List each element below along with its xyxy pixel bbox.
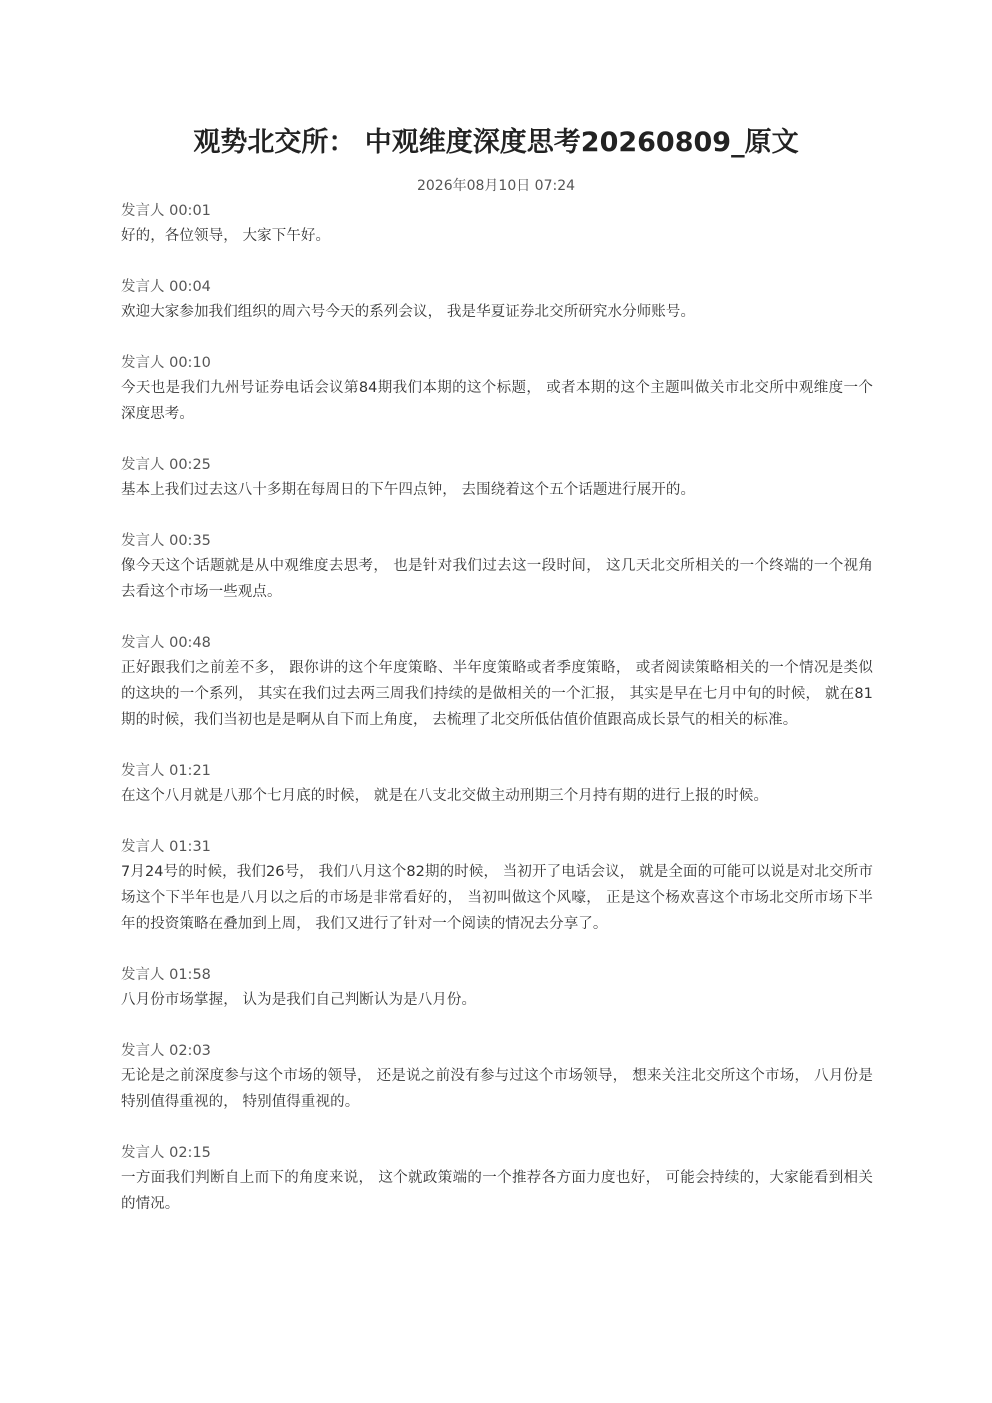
speaker-timestamp: 发言人 02:15 [121, 1145, 211, 1161]
transcript-entry [121, 1039, 873, 1115]
entry-text: 像今天这个话题就是从中观维度去思考， 也是针对我们过去这一段时间， 这几天北交所相关的一个终端的一个视角去看这个市场一些观点。 [121, 558, 873, 600]
transcript-entry [121, 199, 873, 249]
entry-text: 无论是之前深度参与这个市场的领导， 还是说之前没有参与过这个市场领导， 想来关注北交所这个市场， 八月份是特别值得重视的， 特别值得重视的。 [121, 1068, 873, 1110]
speaker-timestamp: 发言人 01:58 [121, 967, 211, 983]
entry-text: 欢迎大家参加我们组织的周六号今天的系列会议， 我是华夏证券北交所研究水分师账号。 [121, 304, 696, 320]
transcript-entry [121, 631, 873, 733]
transcript [121, 199, 873, 1243]
transcript-entry [121, 351, 873, 427]
speaker-timestamp: 发言人 00:48 [121, 635, 211, 651]
document-title: 观势北交所： 中观维度深度思考20260809_原文 [193, 127, 799, 158]
entry-text: 八月份市场掌握， 认为是我们自己判断认为是八月份。 [121, 992, 477, 1008]
entry-text: 7月24号的时候，我们26号， 我们八月这个82期的时候， 当初开了电话会议， 就是全面的可能可以说是对北交所市场这个下半年也是八月以之后的市场是非常看好的， 当初叫做这个风嚎， 正是这个杨欢喜这个市场北交所市场下半年的投资策略在叠加到上周， 我们又进行了针对一个阅读的情况去分享了。 [121, 864, 873, 932]
entry-text: 基本上我们过去这八十多期在每周日的下午四点钟， 去围绕着这个五个话题进行展开的。 [121, 482, 696, 498]
document-date: 2026年08月10日 07:24 [416, 178, 576, 194]
speaker-timestamp: 发言人 00:01 [121, 203, 211, 219]
entry-text: 今天也是我们九州号证券电话会议第84期我们本期的这个标题， 或者本期的这个主题叫做关市北交所中观维度一个深度思考。 [121, 380, 873, 422]
speaker-timestamp: 发言人 00:10 [121, 355, 211, 371]
transcript-entry [121, 963, 873, 1013]
entry-text: 好的，各位领导， 大家下午好。 [121, 228, 331, 244]
entry-text: 一方面我们判断自上而下的角度来说， 这个就政策端的一个推荐各方面力度也好， 可能会持续的，大家能看到相关的情况。 [121, 1170, 873, 1212]
transcript-entry [121, 529, 873, 605]
speaker-timestamp: 发言人 00:35 [121, 533, 211, 549]
transcript-entry [121, 275, 873, 325]
entry-text: 正好跟我们之前差不多， 跟你讲的这个年度策略、半年度策略或者季度策略， 或者阅读策略相关的一个情况是类似的这块的一个系列， 其实在我们过去两三周我们持续的是做相关的一个汇报， 其实是早在七月中旬的时候， 就在81期的时候，我们当初也是是啊从自下而上角度， 去梳理了北交所低估值价值跟高成长景气的相关的标准。 [121, 660, 873, 728]
speaker-timestamp: 发言人 00:04 [121, 279, 211, 295]
entry-text: 在这个八月就是八那个七月底的时候， 就是在八支北交做主动刑期三个月持有期的进行上报的时候。 [121, 788, 769, 804]
transcript-entry [121, 759, 873, 809]
speaker-timestamp: 发言人 00:25 [121, 457, 211, 473]
transcript-entry [121, 1141, 873, 1217]
speaker-timestamp: 发言人 01:21 [121, 763, 211, 779]
speaker-timestamp: 发言人 01:31 [121, 839, 211, 855]
transcript-entry [121, 835, 873, 937]
speaker-timestamp: 发言人 02:03 [121, 1043, 211, 1059]
transcript-entry [121, 453, 873, 503]
